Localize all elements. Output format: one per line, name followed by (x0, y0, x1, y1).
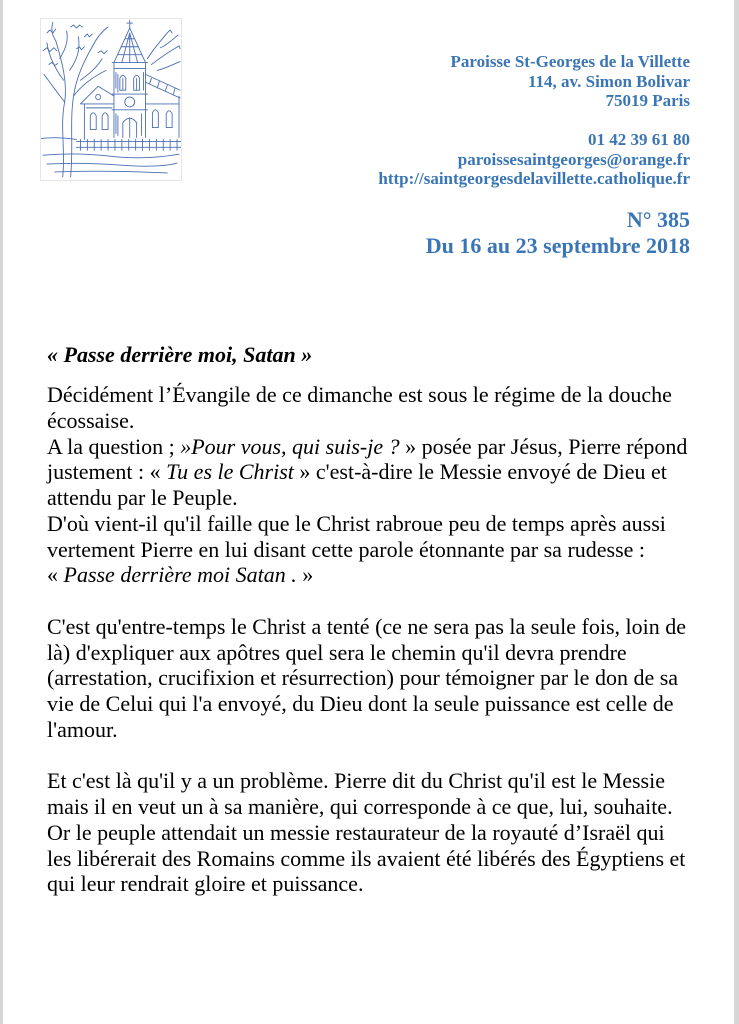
text-line (47, 614, 687, 640)
steeple-cross (127, 20, 133, 28)
text-run: écossaise. (47, 407, 135, 433)
rose-window (125, 97, 135, 107)
parish-street: 114, av. Simon Bolivar (528, 71, 690, 91)
text-line (47, 382, 687, 408)
parish-city: 75019 Paris (605, 91, 690, 111)
text-line (47, 562, 687, 588)
parish-address-block (450, 52, 690, 111)
text-run: mais il en veut un à sa manière, qui corresponde à ce que, lui, souhaite. (47, 794, 673, 819)
church-sketch-icon (41, 19, 181, 180)
text-run: vie de Celui qui l'a envoyé, du Dieu dont la seule puissance est celle de (47, 691, 674, 716)
parish-phone: 01 42 39 61 80 (588, 130, 690, 149)
text-line (47, 717, 687, 743)
tree-branches (44, 22, 108, 102)
text-run: justement : « (47, 459, 167, 485)
left-chapel (80, 86, 114, 139)
text-run: D'où vient-il qu'il faille que le Christ rabroue peu de temps après aussi (47, 510, 666, 536)
text-line (47, 665, 687, 691)
italic-quotation: »Pour vous, qui suis-je ? (180, 433, 400, 459)
tree-foliage (43, 25, 107, 65)
nave-roof (146, 74, 181, 98)
text-run: l'amour. (47, 716, 118, 742)
text-run: Or le peuple attendait un messie restaurateur de la royauté d’Israël qui (47, 819, 665, 845)
text-run: les libérerait des Romains comme ils avaient été libérés des Égyptiens et (47, 845, 686, 871)
article-body (47, 382, 687, 923)
text-run: » posée par Jésus, Pierre répond (399, 433, 688, 459)
text-line (47, 820, 687, 846)
article-title: « Passe derrière moi, Satan » (47, 342, 313, 367)
church-logo (40, 18, 182, 181)
text-run: attendu par le Peuple. (47, 485, 238, 510)
text-line (47, 459, 687, 485)
nave-wall (146, 96, 180, 137)
italic-quotation: Passe derrière moi Satan . (63, 562, 297, 588)
nave-windows (152, 110, 172, 128)
text-line (47, 511, 687, 537)
ground-lines (41, 138, 179, 173)
text-line (47, 537, 687, 563)
text-run: Et c'est là qu'il y a un problème. Pierre dit du Christ qu'il est le Messie (47, 768, 665, 794)
text-run: qui leur rendrait gloire et puissance. (47, 871, 364, 897)
text-run: (arrestation, crucifixion et résurrection) pour témoigner par le don de sa (47, 665, 679, 691)
parish-website-link[interactable]: http://saintgeorgesdelavillette.catholique.fr (378, 169, 690, 189)
text-line (47, 408, 687, 434)
text-run: A la question ; (47, 433, 181, 459)
text-run: » (296, 562, 314, 588)
article-paragraph (47, 382, 687, 588)
text-line (47, 434, 687, 460)
fence (76, 139, 181, 150)
text-run: là) d'expliquer aux apôtres quel sera le chemin qu'il devra prendre (47, 639, 627, 665)
text-line (47, 846, 687, 872)
issue-number: N° 385 (626, 207, 690, 232)
parish-name: Paroisse St-Georges de la Villette (450, 52, 690, 71)
page-edge-right (734, 0, 739, 1024)
text-run: » c'est-à-dire le Messie envoyé de Dieu et (293, 459, 667, 485)
belfry-windows (120, 75, 140, 90)
bulletin-issue-block (426, 207, 690, 259)
article-paragraph (47, 614, 687, 743)
text-line (47, 640, 687, 666)
italic-quotation: Tu es le Christ (166, 459, 294, 485)
tree-trunk (56, 41, 92, 177)
text-run: « (47, 562, 64, 588)
text-run: Décidément l’Évangile de ce dimanche est sous le régime de la douche (47, 382, 672, 407)
parish-contact-block (378, 130, 690, 189)
article-paragraph (47, 768, 687, 897)
page-edge-left (0, 0, 3, 1024)
text-run: C'est qu'entre-temps le Christ a tenté (ce ne sera pas la seule fois, loin de (47, 613, 686, 639)
text-run: vertement Pierre en lui disant cette parole étonnante par sa rudesse : (47, 536, 646, 562)
text-line (47, 485, 687, 511)
chapel-windows (90, 113, 108, 130)
tower-door (123, 118, 137, 138)
text-line (47, 794, 687, 820)
chapel-oculus (96, 94, 101, 99)
steeple-spire (114, 28, 146, 63)
parish-email-link[interactable]: paroissesaintgeorges@orange.fr (457, 149, 690, 169)
text-line (47, 871, 687, 897)
text-line (47, 768, 687, 794)
right-tree-branches (147, 30, 180, 70)
issue-dates: Du 16 au 23 septembre 2018 (425, 233, 690, 258)
text-line (47, 691, 687, 717)
